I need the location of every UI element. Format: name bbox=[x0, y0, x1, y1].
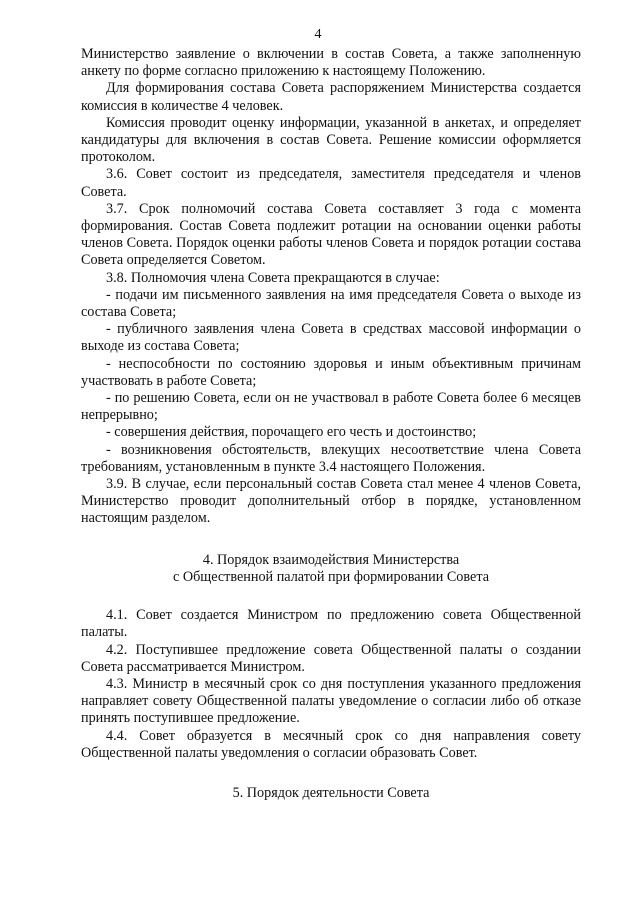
paragraph: 4.3. Министр в месячный срок со дня поступления указанного предложения направляет совету Общественной палаты уведомление о согласии либо об отказе принять поступившее предложение. bbox=[81, 675, 581, 727]
paragraph: 4.2. Поступившее предложение совета Общественной палаты о создании Совета рассматривается Министром. bbox=[81, 641, 581, 675]
paragraph: 4.4. Совет образуется в месячный срок со дня направления совету Общественной палаты уведомления о согласии образовать Совет. bbox=[81, 727, 581, 761]
section-4-heading-line-1: 4. Порядок взаимодействия Министерства bbox=[202, 551, 460, 568]
paragraph: 3.7. Срок полномочий состава Совета составляет 3 года с момента формирования. Состав Совета подлежит ротации на основании оценки работы членов Совета. Порядок оценки работы членов Совета и порядок ротации состава Совета определяется Советом. bbox=[81, 200, 581, 269]
section-4-heading-line-2: с Общественной палатой при формировании Совета bbox=[172, 568, 489, 585]
paragraph: Комиссия проводит оценку информации, указанной в анкетах, и определяет кандидатуры для включения в состав Совета. Решение комиссии оформляется протоколом. bbox=[81, 114, 581, 166]
document-body bbox=[81, 46, 581, 802]
list-item: - совершения действия, порочащего его честь и достоинство; bbox=[106, 424, 477, 441]
list-item: - по решению Совета, если он не участвовал в работе Совета более 6 месяцев непрерывно; bbox=[81, 390, 581, 424]
page-number: 4 bbox=[314, 27, 322, 42]
paragraph: 3.8. Полномочия члена Совета прекращаются в случае: bbox=[106, 269, 440, 286]
paragraph: 3.6. Совет состоит из председателя, заместителя председателя и членов Совета. bbox=[81, 166, 581, 200]
list-item: - подачи им письменного заявления на имя председателя Совета о выходе из состава Совета; bbox=[81, 286, 581, 321]
section-5-heading: 5. Порядок деятельности Совета bbox=[232, 784, 430, 801]
paragraph-continuation: Министерство заявление о включении в состав Совета, а также заполненную анкету по форме согласно приложению к настоящему Положению. bbox=[81, 46, 581, 80]
paragraph: 3.9. В случае, если персональный состав Совета стал менее 4 членов Совета, Министерство проводит дополнительный отбор в порядке, установленном настоящим разделом. bbox=[81, 476, 581, 527]
list-item: - публичного заявления члена Совета в средствах массовой информации о выходе из состава Совета; bbox=[81, 321, 581, 355]
paragraph: Для формирования состава Совета распоряжением Министерства создается комиссия в количестве 4 человек. bbox=[81, 80, 581, 114]
paragraph: 4.1. Совет создается Министром по предложению совета Общественной палаты. bbox=[81, 607, 581, 641]
section-4-heading bbox=[81, 552, 581, 586]
list-item: - неспособности по состоянию здоровья и иным объективным причинам участвовать в работе Совета; bbox=[81, 355, 581, 389]
list-item: - возникновения обстоятельств, влекущих несоответствие члена Совета требованиям, установленным в пункте 3.4 настоящего Положения. bbox=[81, 441, 581, 475]
